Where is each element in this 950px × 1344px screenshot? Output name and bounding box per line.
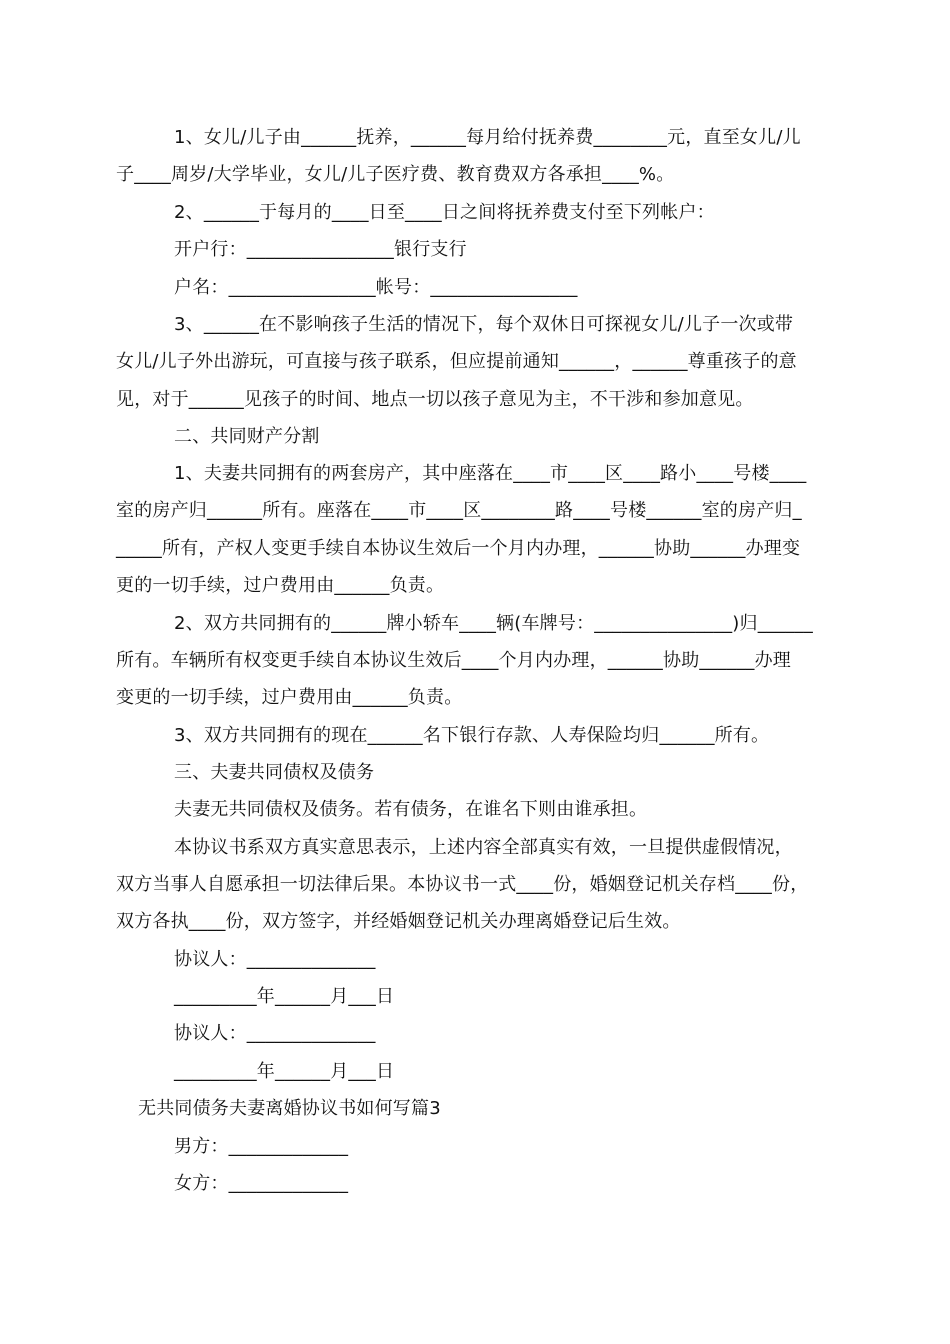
child-support-payment-clause: 2、______于每月的____日至____日之间将抚养费支付至下列帐户： bbox=[174, 202, 715, 223]
agreement-validity-clause-cont-2: 双方各执____份，双方签字，并经婚姻登记机关办理离婚登记后生效。 bbox=[116, 911, 681, 932]
child-custody-clause-1: 1、女儿/儿子由______抚养，______每月给付抚养费________元，直至女儿/儿 bbox=[174, 127, 801, 148]
section-heading-debts: 三、夫妻共同债权及债务 bbox=[174, 762, 375, 783]
husband-field-line: 男方：_____________ bbox=[174, 1136, 349, 1157]
real-estate-clause-cont-3: 更的一切手续，过户费用由______负责。 bbox=[116, 575, 445, 596]
signature-date-line-2: _________年______月___日 bbox=[174, 1061, 395, 1082]
section-heading-joint-property: 二、共同财产分割 bbox=[174, 426, 320, 447]
real-estate-clause-cont-1: 室的房产归______所有。座落在____市____区________路____号楼______室的房产归_ bbox=[116, 500, 802, 521]
debts-statement: 夫妻无共同债权及债务。若有债务，在谁名下则由谁承担。 bbox=[174, 799, 648, 820]
visitation-clause: 3、______在不影响孩子生活的情况下，每个双休日可探视女儿/儿子一次或带 bbox=[174, 314, 794, 335]
visitation-clause-cont-2: 见，对于______见孩子的时间、地点一切以孩子意见为主，不干涉和参加意见。 bbox=[116, 389, 754, 410]
signatory-line-1: 协议人：______________ bbox=[174, 949, 376, 970]
account-name-number-line: 户名：________________帐号：________________ bbox=[174, 277, 578, 298]
agreement-validity-clause-cont-1: 双方当事人自愿承担一切法律后果。本协议书一式____份，婚姻登记机关存档____份， bbox=[116, 874, 809, 895]
agreement-validity-clause: 本协议书系双方真实意思表示，上述内容全部真实有效，一旦提供虚假情况， bbox=[174, 837, 793, 858]
vehicle-clause-cont-2: 变更的一切手续，过户费用由______负责。 bbox=[116, 687, 463, 708]
article-title-part-3: 无共同债务夫妻离婚协议书如何写篇3 bbox=[138, 1098, 441, 1119]
signatory-line-2: 协议人：______________ bbox=[174, 1023, 376, 1044]
real-estate-clause: 1、夫妻共同拥有的两套房产，其中座落在____市____区____路小____号楼____ bbox=[174, 463, 807, 484]
wife-field-line: 女方：_____________ bbox=[174, 1173, 349, 1194]
real-estate-clause-cont-2: _____所有，产权人变更手续自本协议生效后一个月内办理，______协助______办理变 bbox=[116, 538, 801, 559]
bank-branch-line: 开户行：________________银行支行 bbox=[174, 239, 467, 260]
signature-date-line-1: _________年______月___日 bbox=[174, 986, 395, 1007]
visitation-clause-cont-1: 女儿/儿子外出游玩，可直接与孩子联系，但应提前通知______，______尊重孩子的意 bbox=[116, 351, 797, 372]
vehicle-clause: 2、双方共同拥有的______牌小轿车____辆(车牌号：_______________)归______ bbox=[174, 613, 813, 634]
vehicle-clause-cont-1: 所有。车辆所有权变更手续自本协议生效后____个月内办理，______协助______办理 bbox=[116, 650, 791, 671]
savings-insurance-clause: 3、双方共同拥有的现在______名下银行存款、人寿保险均归______所有。 bbox=[174, 725, 770, 746]
child-custody-clause-1-cont: 子____周岁/大学毕业，女儿/儿子医疗费、教育费双方各承担____%。 bbox=[116, 164, 675, 185]
